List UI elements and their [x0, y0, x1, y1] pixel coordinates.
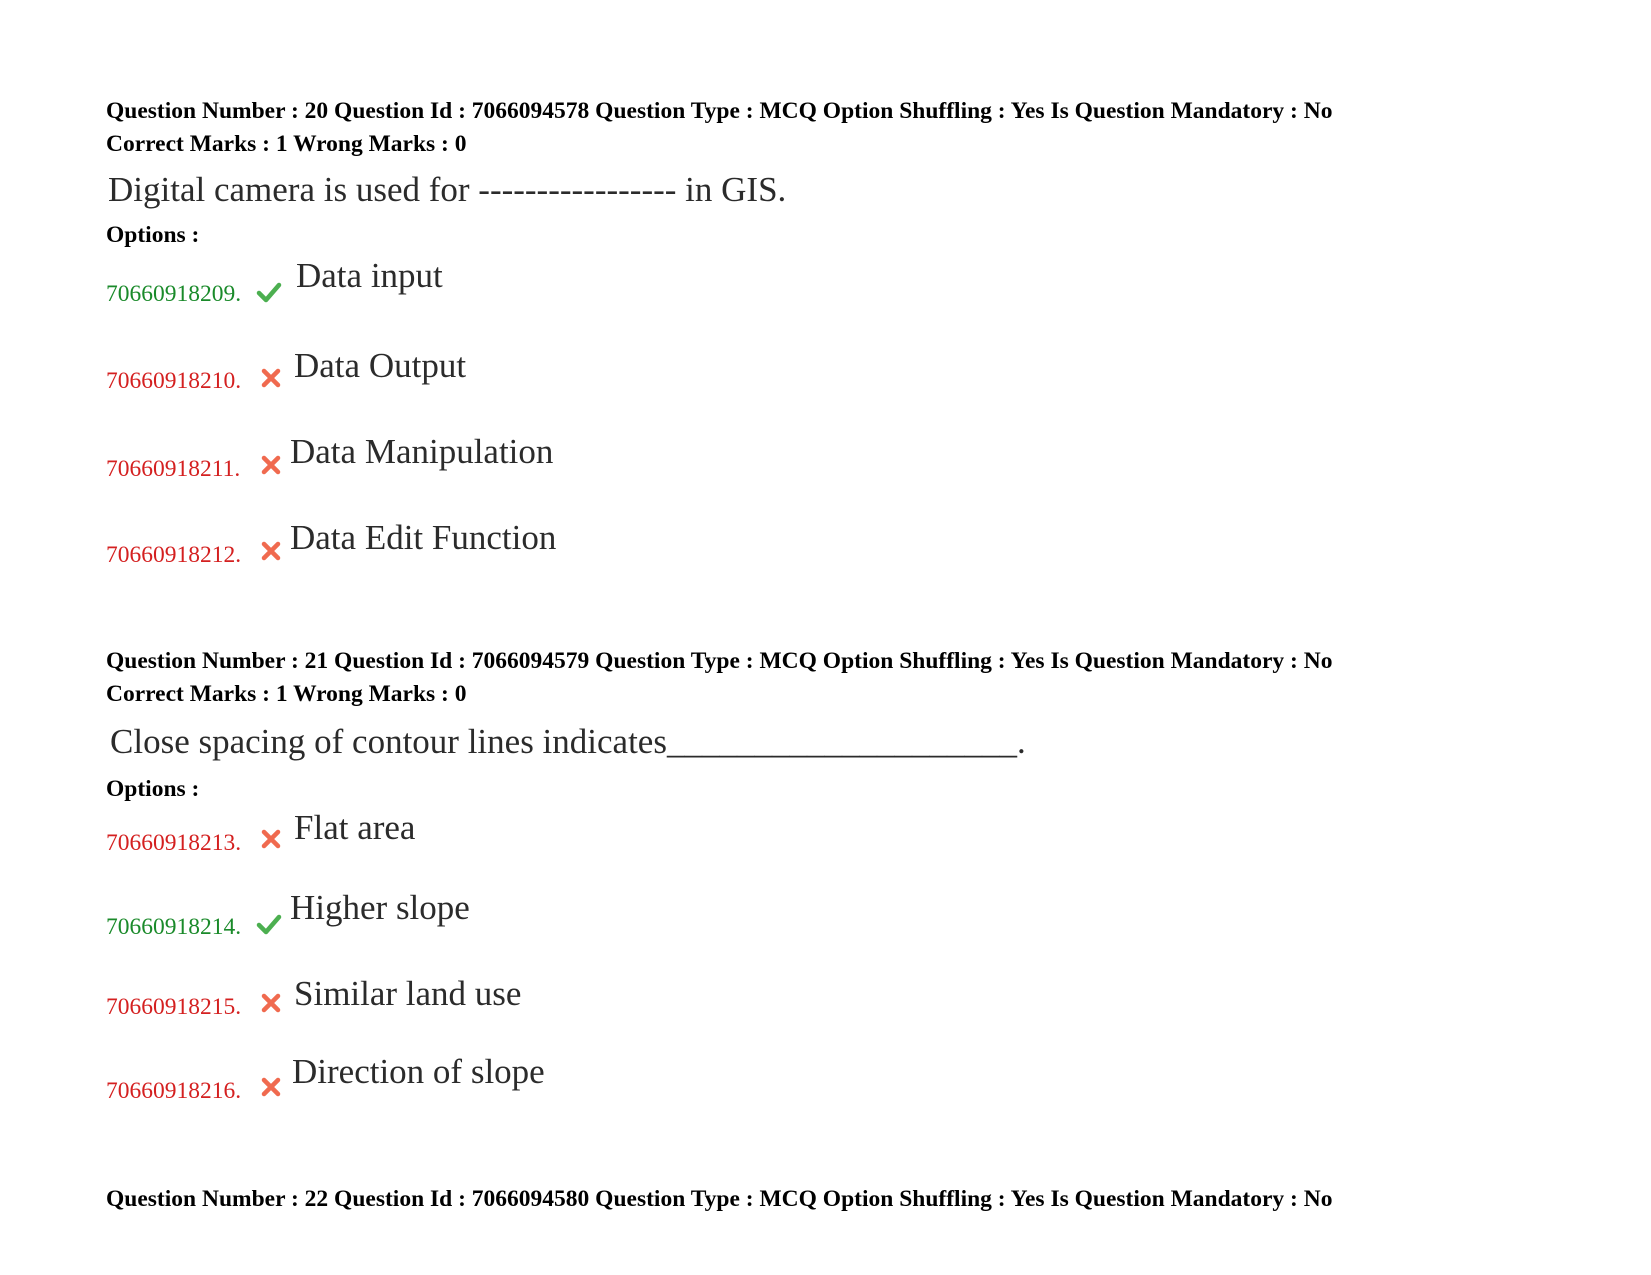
question-text: Digital camera is used for ----------------- in GIS. — [108, 170, 787, 209]
option-id: 70660918215. — [106, 994, 242, 1020]
check-icon — [256, 911, 282, 937]
cross-icon — [258, 990, 284, 1016]
question-meta-line1: Question Number : 20 Question Id : 7066094578 Question Type : MCQ Option Shuffling : Yes Is Question Mandatory : No — [106, 98, 1333, 124]
cross-icon — [258, 365, 284, 391]
option-text: Higher slope — [290, 888, 470, 927]
option-text: Flat area — [294, 808, 416, 847]
option-text: Data Edit Function — [290, 518, 557, 557]
option-id: 70660918216. — [106, 1078, 242, 1104]
question-meta-line2: Correct Marks : 1 Wrong Marks : 0 — [106, 681, 467, 707]
option-text: Similar land use — [294, 974, 522, 1013]
question-meta-line1: Question Number : 22 Question Id : 7066094580 Question Type : MCQ Option Shuffling : Yes Is Question Mandatory : No — [106, 1186, 1333, 1212]
option-text: Data input — [296, 256, 443, 295]
options-label: Options : — [106, 776, 200, 802]
option-id: 70660918209. — [106, 281, 242, 307]
question-text: Close spacing of contour lines indicates____________________. — [110, 722, 1026, 761]
question-meta-line1: Question Number : 21 Question Id : 7066094579 Question Type : MCQ Option Shuffling : Yes Is Question Mandatory : No — [106, 648, 1333, 674]
cross-icon — [258, 826, 284, 852]
option-id: 70660918212. — [106, 542, 242, 568]
option-text: Direction of slope — [292, 1052, 545, 1091]
cross-icon — [258, 452, 284, 478]
options-label: Options : — [106, 222, 200, 248]
option-id: 70660918214. — [106, 914, 242, 940]
option-id: 70660918213. — [106, 830, 242, 856]
option-id: 70660918211. — [106, 456, 241, 482]
check-icon — [256, 279, 282, 305]
option-text: Data Manipulation — [290, 432, 554, 471]
option-id: 70660918210. — [106, 368, 242, 394]
cross-icon — [258, 538, 284, 564]
cross-icon — [258, 1074, 284, 1100]
question-meta-line2: Correct Marks : 1 Wrong Marks : 0 — [106, 131, 467, 157]
option-text: Data Output — [294, 346, 467, 385]
